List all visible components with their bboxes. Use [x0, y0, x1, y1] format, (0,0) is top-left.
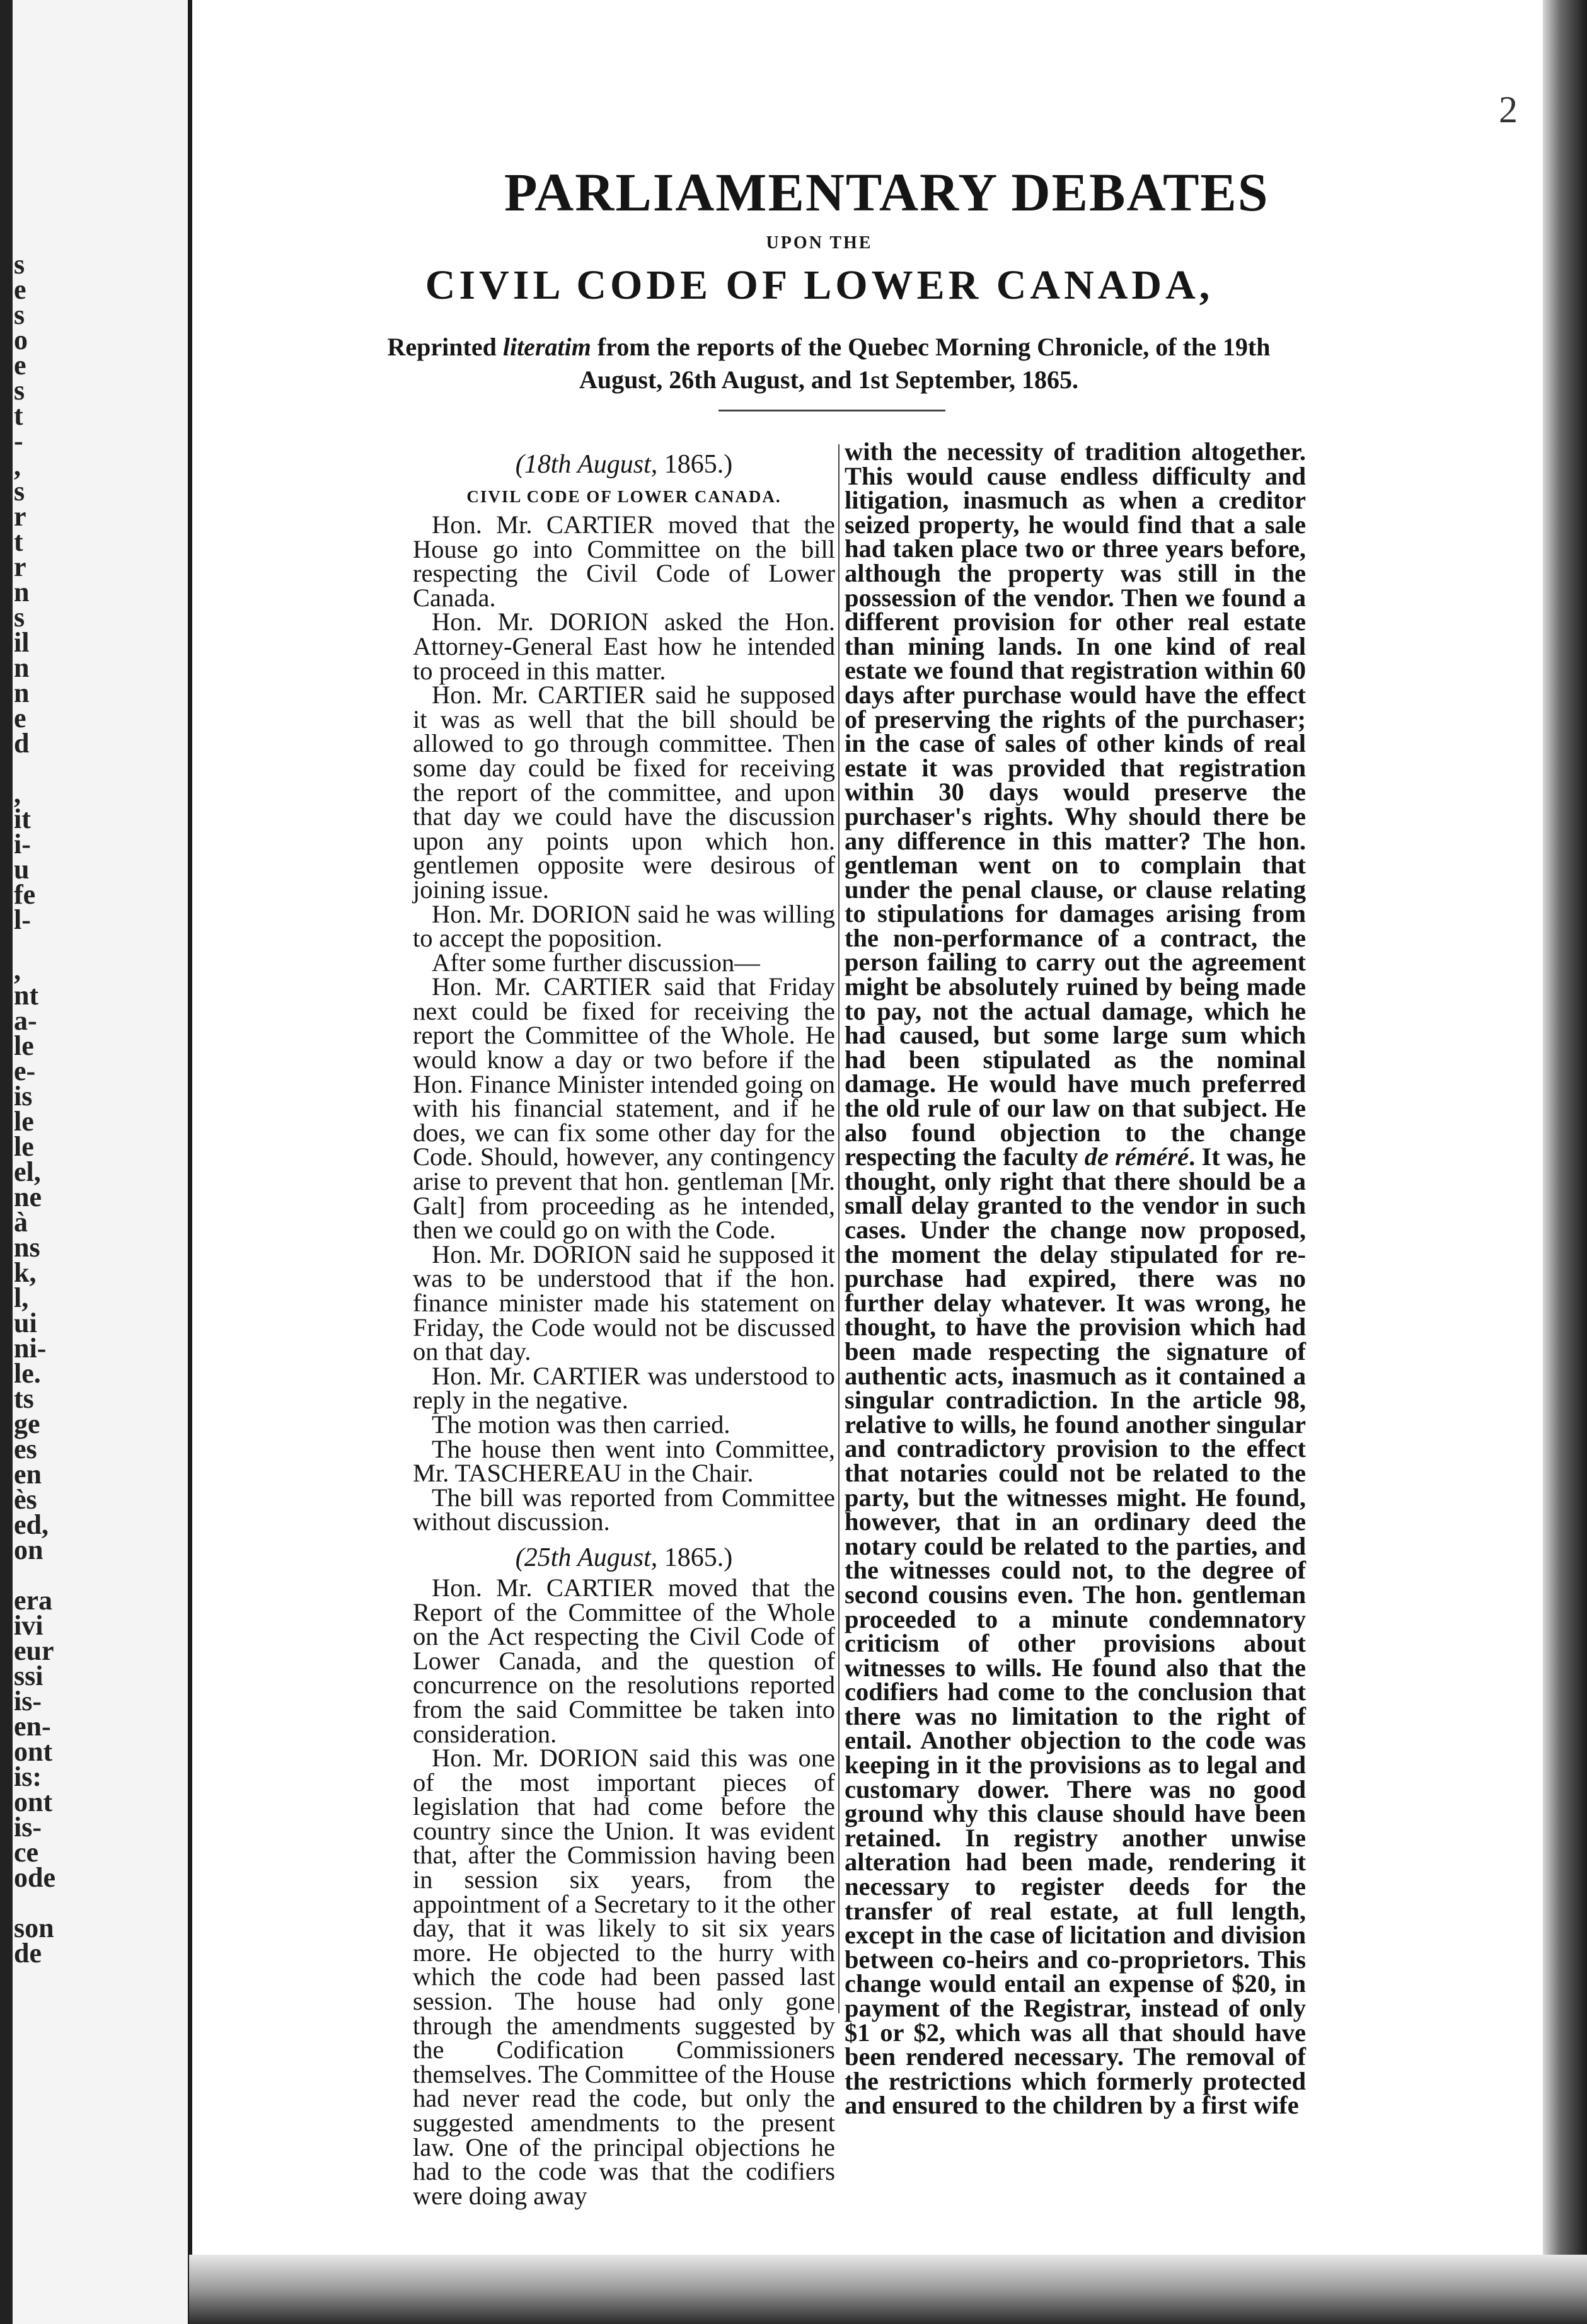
text-fragment: e [14, 703, 26, 733]
paragraph: The house then went into Committee, Mr. TASCHEREAU in the Chair. [413, 1434, 835, 1488]
text-fragment: u [14, 854, 30, 885]
page-title: PARLIAMENTARY DEBATES [504, 162, 1269, 222]
text-fragment: en [14, 1459, 42, 1490]
page-subtitle: CIVIL CODE OF LOWER CANADA, [425, 262, 1214, 308]
text-fragment: on [14, 1534, 43, 1565]
paragraph: The motion was then carried. [432, 1410, 730, 1439]
paragraph: Hon. Mr. DORION said he was willing to accept the poposition. [413, 899, 835, 953]
text-fragment: s [14, 375, 25, 406]
text-fragment: k, [14, 1257, 37, 1288]
text-fragment: is- [14, 1812, 42, 1843]
text-fragment: ge [14, 1408, 40, 1439]
text-fragment: o [14, 325, 28, 355]
text-fragment: ode [14, 1862, 55, 1893]
text-fragment: t [14, 526, 23, 557]
text-fragment [14, 933, 58, 958]
text-fragment: r [14, 501, 26, 532]
paragraph: Hon. Mr. CARTIER moved that the House go into Committee on the bill respecting the Civil Code of Lower Canada. [413, 510, 835, 612]
left-column [413, 441, 835, 2208]
text-fragment: t [14, 400, 23, 431]
page-bottom-shadow [189, 2255, 1587, 2324]
title-connector: UPON THE [766, 233, 873, 253]
text-fragment: le [14, 1030, 34, 1061]
text-fragment: is [14, 1081, 33, 1112]
right-column [845, 437, 1306, 2120]
text-fragment: ed, [14, 1509, 49, 1540]
text-fragment: e [14, 350, 26, 381]
column-divider [838, 444, 840, 2013]
text-fragment: ne [14, 1182, 42, 1212]
text-fragment: - [14, 425, 23, 456]
paragraph-text: . It was, he thought, only right that there should be a small delay granted to the vendor in such cases. Under the change now proposed, the moment the delay stipulated for re-purchase had expired, there was no further delay whatever. It was wrong, he thought, to have the provision which had been made respecting the signature of authentic acts, inasmuch as it contained a singular contradiction. In the article 98, relative to wills, he found another singular and contradictory provision to the effect that notaries could not be related to the party, but the witnesses might. He found, however, that in an ordinary deed the notary could be related to the parties, and the witnesses could not, to the degree of second cousins even. The hon. gentleman proceeded to a minute condemnatory criticism of other provisions about witnesses to wills. He found also that the codifiers had come to the conclusion that there was no limitation to the right of entail. Another objection to the code was keeping in it the provisions as to legal and customary dower. There was no good ground why this clause should have been retained. In registry another unwise alteration had been made, rendering it necessary to register deeds for the transfer of real estate, at full length, except in the case of licitation and division between co-heirs and co-proprietors. This change would entail an expense of $20, in payment of the Registrar, instead of only $1 or $2, which was all that should have been rendered necessary. The removal of the restrictions which formerly protected and ensured to the children by a first wife [845, 1142, 1306, 2120]
reprint-note-italic: literatim [502, 333, 591, 361]
text-fragment: n [14, 652, 30, 683]
text-fragment: is: [14, 1761, 42, 1792]
text-fragment: , [14, 778, 21, 809]
text-fragment: , [14, 451, 21, 481]
paragraph: Hon. Mr. DORION said he supposed it was to be understood that if the hon. finance minister made his statement on Friday, the Code would not be discussed on that day. [413, 1240, 835, 1366]
text-fragment: n [14, 577, 30, 607]
text-fragment: en- [14, 1711, 51, 1742]
adjacent-page-text-fragments [14, 249, 58, 1969]
paragraph: The bill was reported from Committee without discussion. [413, 1483, 835, 1536]
text-fragment: s [14, 249, 25, 280]
paragraph: Hon. Mr. DORION asked the Hon. Attorney-General East how he intended to proceed in this matter. [413, 607, 835, 685]
text-fragment: e [14, 274, 26, 305]
paragraph [845, 437, 1306, 2120]
text-fragment: a- [14, 1005, 37, 1036]
text-fragment: nt [14, 980, 39, 1011]
page-right-shadow [1543, 0, 1587, 2324]
text-fragment: l, [14, 1282, 29, 1313]
paragraph-italic: de réméré [1084, 1142, 1189, 1171]
binding-shadow [0, 0, 13, 2324]
text-fragment: ès [14, 1484, 37, 1515]
text-fragment [14, 1563, 58, 1588]
date-heading [413, 1539, 835, 1576]
paragraph: After some further discussion— [432, 948, 760, 977]
text-fragment: ts [14, 1383, 34, 1414]
page-mark: 2 [1499, 89, 1518, 130]
text-fragment: el, [14, 1156, 41, 1187]
text-fragment: ui [14, 1308, 37, 1338]
paragraph: Hon. Mr. CARTIER said he supposed it was as well that the bill should be allowed to go through committee. Then some day could be fixed for receiving the report of the committee, and upon that day we could have the discussion upon any points upon which hon. gentlemen opposite were desirous of joining issue. [413, 681, 835, 904]
text-fragment [14, 1890, 58, 1916]
text-fragment: ivi [14, 1610, 43, 1641]
reprint-note-rest: from the reports of the Quebec Morning Chronicle, of the 19th August, 26th August, and 1st September, 1865. [579, 333, 1271, 394]
text-fragment: ns [14, 1232, 40, 1263]
text-fragment: era [14, 1585, 53, 1616]
text-fragment [14, 756, 58, 781]
text-fragment: ssi [14, 1660, 43, 1691]
paragraph-text: with the necessity of tradition altogether. This would cause endless difficulty and litigation, inasmuch as when a creditor seized property, he would find that a sale had taken place two or three years before, although the property was still in the possession of the vendor. Then we found a different provision for other real estate than mining lands. In one kind of real estate we found that registration within 60 days after purchase would have the effect of preserving the rights of the purchaser; in the case of sales of other kinds of real estate it was provided that registration within 30 days would preserve the purchaser's rights. Why should there be any difference in this matter? The hon. gentleman went on to complain that under the penal clause, or clause relating to stipulations for damages arising from the non-performance of a contract, the person failing to carry out the agreement might be absolutely ruined by being made to pay, not the actual damage, which he had caused, but some large sum which had been stipulated as the nominal damage. He would have much preferred the old rule of our law on that subject. He also found objection to the change respecting the faculty [845, 437, 1306, 1171]
text-fragment: i- [14, 829, 31, 860]
date-heading-year: 1865.) [657, 450, 733, 479]
text-fragment: is- [14, 1686, 42, 1717]
date-heading-italic: (18th August, [515, 450, 658, 479]
text-fragment: ont [14, 1786, 53, 1817]
text-fragment: e- [14, 1056, 36, 1086]
reprint-note-start: Reprinted [387, 333, 503, 361]
text-fragment: l- [14, 904, 31, 935]
text-fragment: son [14, 1913, 54, 1943]
text-fragment: es [14, 1434, 37, 1464]
text-fragment: il [14, 627, 30, 658]
date-heading-year: 1865.) [657, 1543, 733, 1572]
text-fragment: s [14, 476, 25, 507]
text-fragment: eur [14, 1635, 54, 1666]
text-fragment: le [14, 1131, 34, 1162]
reprint-note [372, 331, 1286, 396]
paragraph: Hon. Mr. CARTIER moved that the Report of the Committee of the Whole on the Act respecting the Civil Code of Lower Canada, and the question of concurrence on the resolutions reported from the said Committee be taken into consideration. [413, 1573, 835, 1748]
text-fragment: s [14, 602, 25, 633]
text-fragment: r [14, 551, 26, 582]
text-fragment: de [14, 1938, 42, 1969]
text-fragment: le [14, 1106, 34, 1137]
text-fragment: n [14, 677, 30, 708]
text-fragment: it [14, 803, 31, 834]
paragraph: Hon. Mr. DORION said this was one of the most important pieces of legislation that had come before the country since the Union. It was evident that, after the Commission having been in session six years, from the appointment of a Secretary to it the other day, that it was likely to sit six years more. He objected to the hurry with which the code had been passed last session. The house had only gone through the amendments suggested by the Codification Commissioners themselves. The Committee of the House had never read the code, but only the suggested amendments to the present law. One of the principal objections he had to the code was that the codifiers were doing away [413, 1744, 835, 2210]
header-divider [718, 410, 945, 411]
text-fragment: ont [14, 1736, 53, 1767]
text-fragment: , [14, 955, 21, 986]
text-fragment: d [14, 728, 30, 759]
text-fragment: ni- [14, 1333, 47, 1364]
paragraph: Hon. Mr. CARTIER was understood to reply in the negative. [413, 1361, 835, 1415]
section-title: CIVIL CODE OF LOWER CANADA. [466, 487, 782, 506]
paragraph: Hon. Mr. CARTIER said that Friday next could be fixed for receiving the report the Committee of the Whole. He would know a day or two before if the Hon. Finance Minister intended going on with his financial statement, and if he does, we can fix some other day for the Code. Should, however, any contingency arise to prevent that hon. gentleman [Mr. Galt] from proceeding as he intended, then we could go on with the Code. [413, 972, 835, 1245]
date-heading [413, 446, 835, 483]
text-fragment: le. [14, 1358, 41, 1389]
text-fragment: s [14, 299, 25, 330]
text-fragment: à [14, 1207, 28, 1238]
text-fragment: fe [14, 879, 36, 910]
text-fragment: ce [14, 1837, 39, 1868]
date-heading-italic: (25th August, [515, 1543, 658, 1572]
